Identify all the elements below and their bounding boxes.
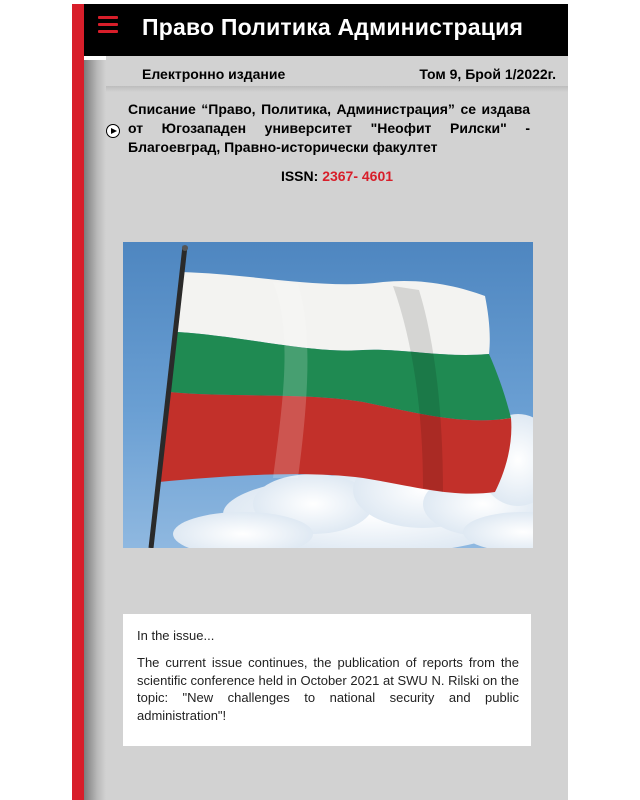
issue-heading: In the issue... [137,628,215,643]
edition-label: Електронно издание [142,66,286,82]
left-accent-bar [72,4,84,800]
header-shadow [106,86,568,92]
site-title: Право Политика Администрация [142,14,524,40]
issn-number[interactable]: 2367- 4601 [322,168,394,184]
journal-description: Списание “Право, Политика, Администрация” се издава от Югозападен университет "Неофит Рилски" - Благоевград, Правно-исторически факултет [128,101,530,155]
left-shadow-strip [84,60,106,800]
page-frame [72,4,568,800]
site-header [84,4,568,56]
issue-info-box [123,614,531,746]
issn-line [106,168,568,184]
main-content [106,56,568,800]
play-circle-icon[interactable] [106,124,120,138]
volume-issue-label: Том 9, Брой 1/2022г. [419,66,556,82]
hamburger-menu-icon[interactable] [98,16,118,34]
bulgarian-flag-photo [123,242,533,548]
issue-description: The current issue continues, the publication of reports from the scientific conference held in October 2021 at SWU N. Rilski on the topic: "New challenges to national security and public administration"! [137,655,519,723]
flag-illustration [123,242,533,548]
issn-label: ISSN: [280,168,323,184]
